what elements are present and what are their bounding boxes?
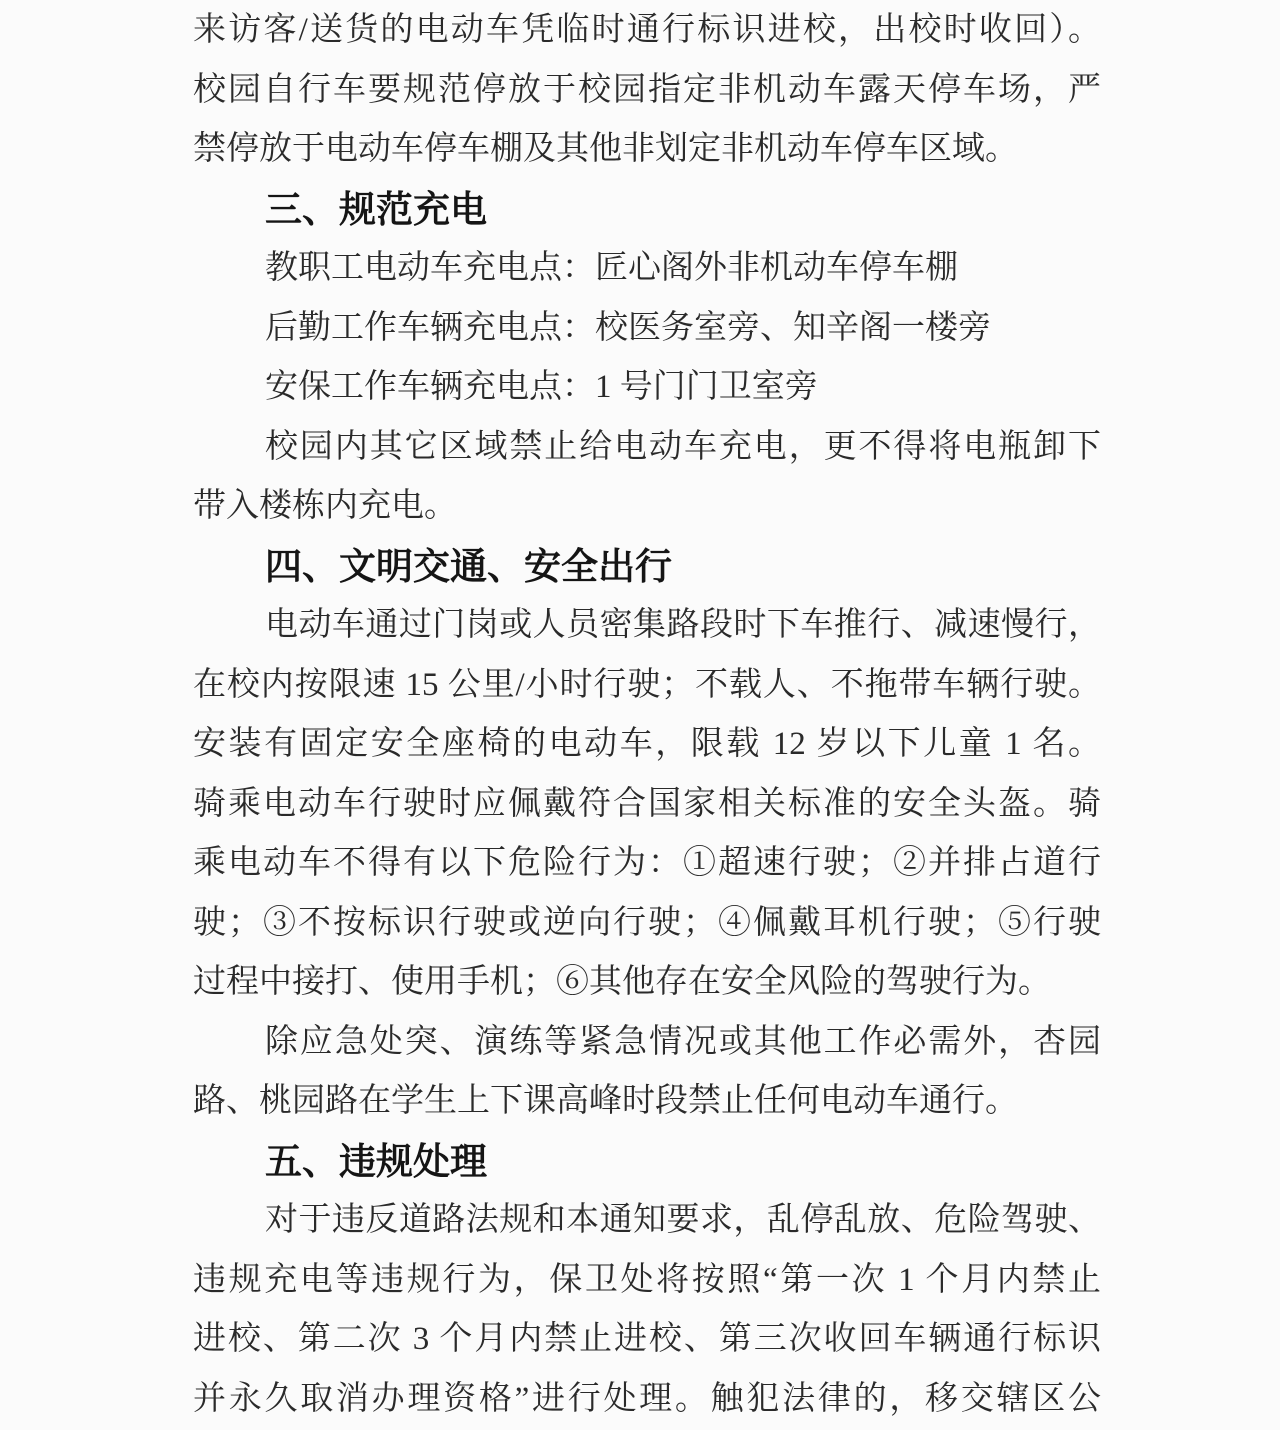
section-heading: 四、文明交通、安全出行 xyxy=(265,545,672,587)
text-line: 电动车通过门岗或人员密集路段时下车推行、减速慢行， xyxy=(265,607,1101,643)
text-line: 并永久取消办理资格”进行处理。触犯法律的，移交辖区公 xyxy=(193,1380,1101,1417)
text-line: 后勤工作车辆充电点：校医务室旁、知辛阁一楼旁 xyxy=(265,309,991,346)
text-line: 骑乘电动车行驶时应佩戴符合国家相关标准的安全头盔。骑 xyxy=(193,785,1101,822)
text-line: 除应急处突、演练等紧急情况或其他工作必需外，杏园 xyxy=(265,1023,1101,1060)
text-line: 驶；③不按标识行驶或逆向行驶；④佩戴耳机行驶；⑤行驶 xyxy=(193,904,1101,941)
text-line: 乘电动车不得有以下危险行为：①超速行驶；②并排占道行 xyxy=(193,845,1101,881)
text-line: 进校、第二次 3 个月内禁止进校、第三次收回车辆通行标识 xyxy=(193,1321,1101,1357)
text-line: 校园内其它区域禁止给电动车充电，更不得将电瓶卸下 xyxy=(265,428,1101,465)
text-line: 带入楼栋内充电。 xyxy=(193,488,457,524)
document-page xyxy=(193,1,1101,1429)
text-line: 安装有固定安全座椅的电动车，限载 12 岁以下儿童 1 名。 xyxy=(193,726,1101,762)
text-line: 对于违反道路法规和本通知要求，乱停乱放、危险驾驶、 xyxy=(265,1202,1101,1238)
text-line: 教职工电动车充电点：匠心阁外非机动车停车棚 xyxy=(265,250,958,286)
text-line: 在校内按限速 15 公里/小时行驶；不载人、不拖带车辆行驶。 xyxy=(193,666,1101,703)
text-line: 安保工作车辆充电点：1 号门门卫室旁 xyxy=(265,369,818,405)
text-line: 过程中接打、使用手机；⑥其他存在安全风险的驾驶行为。 xyxy=(193,964,1051,1000)
text-line: 禁停放于电动车停车棚及其他非划定非机动车停车区域。 xyxy=(193,131,1018,167)
text-line: 来访客/送货的电动车凭临时通行标识进校，出校时收回）。 xyxy=(193,12,1101,48)
text-line: 路、桃园路在学生上下课高峰时段禁止任何电动车通行。 xyxy=(193,1083,1018,1119)
section-heading: 五、违规处理 xyxy=(265,1140,487,1182)
text-line: 校园自行车要规范停放于校园指定非机动车露天停车场，严 xyxy=(193,71,1101,108)
text-line: 违规充电等违规行为，保卫处将按照“第一次 1 个月内禁止 xyxy=(193,1261,1101,1298)
section-heading: 三、规范充电 xyxy=(265,188,487,230)
